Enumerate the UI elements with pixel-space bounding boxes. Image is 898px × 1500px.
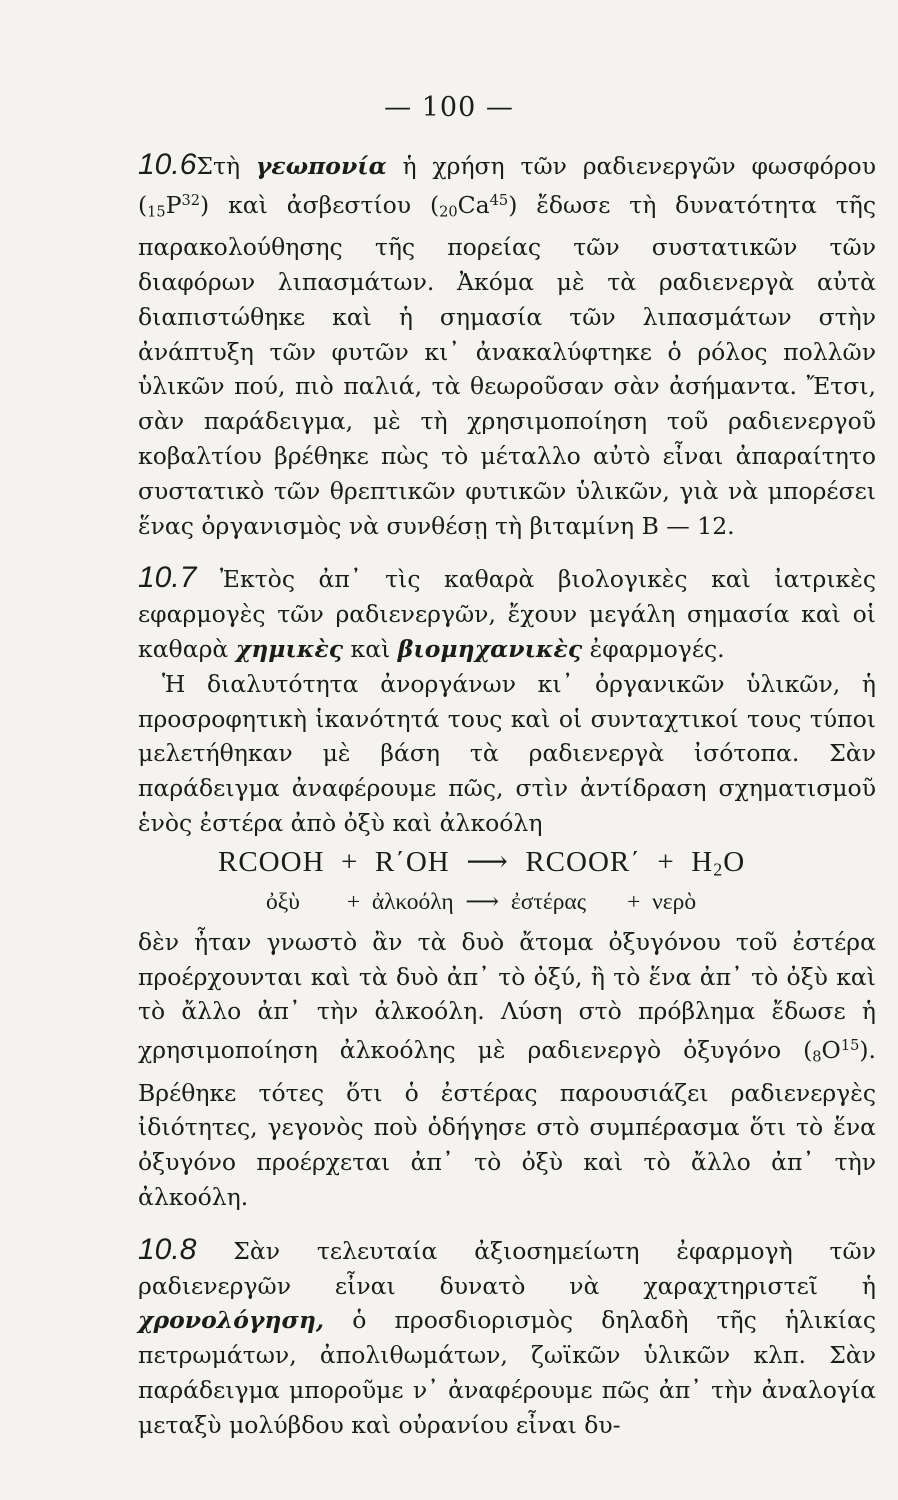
paragraph-solubility: Ἡ διαλυτότητα ἀνοργάνων κι᾽ ὀργανικῶν ὑλικῶν, ἡ προσροφητικὴ ἱκανότητά τους καὶ οἱ συνταχτικοί τους τύποι μελετήθηκαν μὲ βάση τὰ ραδιενεργὰ ἰσότοπα. Σὰν παράδειγμα ἀναφέρουμε πῶς, στὶν ἀντίδραση σχηματισμοῦ ἑνὸς ἐστέρα ἀπὸ ὀξὺ καὶ ἀλκοόλη — [138, 669, 876, 837]
paragraph-text: Ἐκτὸς ἀπ᾽ τὶς καθαρὰ βιολογικὲς καὶ ἰατρικὲς εφαρμογὲς τῶν ραδιενεργῶν, ἔχουν μεγάλη σημασία καὶ οἱ καθαρὰ — [138, 565, 876, 663]
equation-formula: RCOOH + R΄OH ⟶ RCOOR΄ + $H_2O$ — [218, 845, 746, 880]
element-symbol: Ca — [457, 190, 490, 219]
paragraph-text: καὶ — [343, 635, 398, 663]
paragraph-oxygen — [138, 925, 876, 1215]
paragraph-text: Στὴ — [196, 152, 256, 180]
paragraph-text: δὲν ἦταν γνωστὸ ἂν τὰ δυὸ ἄτομα ὀξυγόνου τοῦ ἐστέρα προέρχουνται καὶ τὰ δυὸ ἀπ᾽ τὸ ὀξύ, ἢ τὸ ἕνα ἀπ᾽ τὸ ὀξὺ καὶ τὸ ἄλλο ἀπ᾽ τὴν ἀλκοόλη. Λύση στὸ πρόβλημα ἔδωσε ἡ χρησιμοποίηση ἀλκοόλης μὲ ραδιενεργὸ ὀξυγόνο ( — [138, 927, 876, 1065]
mass-subscript: 15 — [147, 203, 166, 221]
esterification-equation — [138, 845, 876, 925]
page-body — [138, 148, 876, 1443]
element-symbol: O — [821, 1036, 841, 1065]
isotope-superscript: 45 — [489, 191, 509, 209]
paragraph-text: ἡ χρήση τῶν ραδιενεργῶν φωσφόρου ( — [138, 152, 876, 219]
keyword-dating: χρονολόγηση, — [138, 1306, 325, 1335]
paragraph-text: Σὰν τελευταία ἀξιοσημείωτη ἐφαρμογὴ τῶν ραδιενεργῶν εἶναι δυνατὸ νὰ χαραχτηριστεῖ ἡ — [138, 1236, 876, 1300]
section-number: 10.8 — [138, 1232, 197, 1266]
paragraph-text: ) ἔδωσε τὴ δυνατότητα τῆς παρακολούθησης τῆς πορείας τῶν συστατικῶν τῶν διαφόρων λιπασμάτων. Ἀκόμα μὲ τὰ ραδιενεργὰ αὐτὰ διαπιστώθηκε καὶ ἡ σημασία τῶν λιπασμάτων στὴν ἀνάπτυξη τῶν φυτῶν κι᾽ ἀνακαλύφτηκε ὁ ρόλος πολλῶν ὑλικῶν πού, πιὸ παλιά, τὰ θεωροῦσαν σὰν ἀσήμαντα. Ἔτσι, σὰν παράδειγμα, μὲ τὴ χρησιμοποίηση τοῦ ραδιενεργοῦ κοβαλτίου βρέθηκε πὼς τὸ μέταλλο αὐτὸ εἶναι ἀπαραίτητο συστατικὸ τῶν θρεπτικῶν φυτικῶν ὑλικῶν, γιὰ νὰ μπορέσει ἕνας ὀργανισμὸς νὰ συνθέσῃ τὴ βιταμίνη Β — 12. — [138, 190, 876, 540]
mass-subscript: 20 — [439, 203, 458, 221]
section-number: 10.7 — [138, 561, 197, 595]
section-number: 10.6 — [138, 148, 197, 181]
isotope-superscript: 32 — [181, 191, 201, 209]
keyword-industrial: βιομηχανικὲς — [397, 635, 583, 663]
paragraph-text: ). Βρέθηκε τότες ὅτι ὁ ἐστέρας παρουσιάζει ραδιενεργὲς ἰδιότητες, γεγονὸς ποὺ ὁδήγησε στὸ συμπέρασμα ὅτι τὸ ἕνα ὀξυγόνο προέρχεται ἀπ᾽ τὸ ὀξὺ καὶ τὸ ἄλλο ἀπ᾽ τὴν ἀλκοόλη. — [138, 1036, 876, 1211]
section-10-6 — [138, 148, 876, 543]
equation-words: ὀξὺ + ἀλκοόλη ⟶ ἐστέρας + νερὸ — [266, 888, 697, 915]
isotope-superscript: 15 — [840, 1037, 860, 1055]
paragraph-text: ὁ προσδιορισμὸς δηλαδὴ τῆς ἡλικίας πετρωμάτων, ἀπολιθωμάτων, ζωϊκῶν ὑλικῶν κλπ. Σὰν παράδειγμα μποροῦμε ν᾽ ἀναφέρουμε πῶς ἀπ᾽ τὴν ἀναλογία μεταξὺ μολύβδου καὶ οὐρανίου εἶναι δυ- — [138, 1306, 876, 1439]
section-10-7 — [138, 561, 876, 666]
element-symbol: P — [165, 190, 182, 219]
mass-subscript: 8 — [812, 1048, 822, 1066]
keyword-chemical: χημικὲς — [235, 635, 344, 663]
paragraph-text: ) καὶ ἀσβεστίου ( — [200, 190, 440, 219]
page-number: — 100 — — [384, 92, 514, 123]
section-10-8 — [138, 1233, 876, 1443]
keyword-agriculture: γεωπονία — [255, 152, 387, 180]
paragraph-text: ἐφαρμογές. — [582, 635, 725, 663]
